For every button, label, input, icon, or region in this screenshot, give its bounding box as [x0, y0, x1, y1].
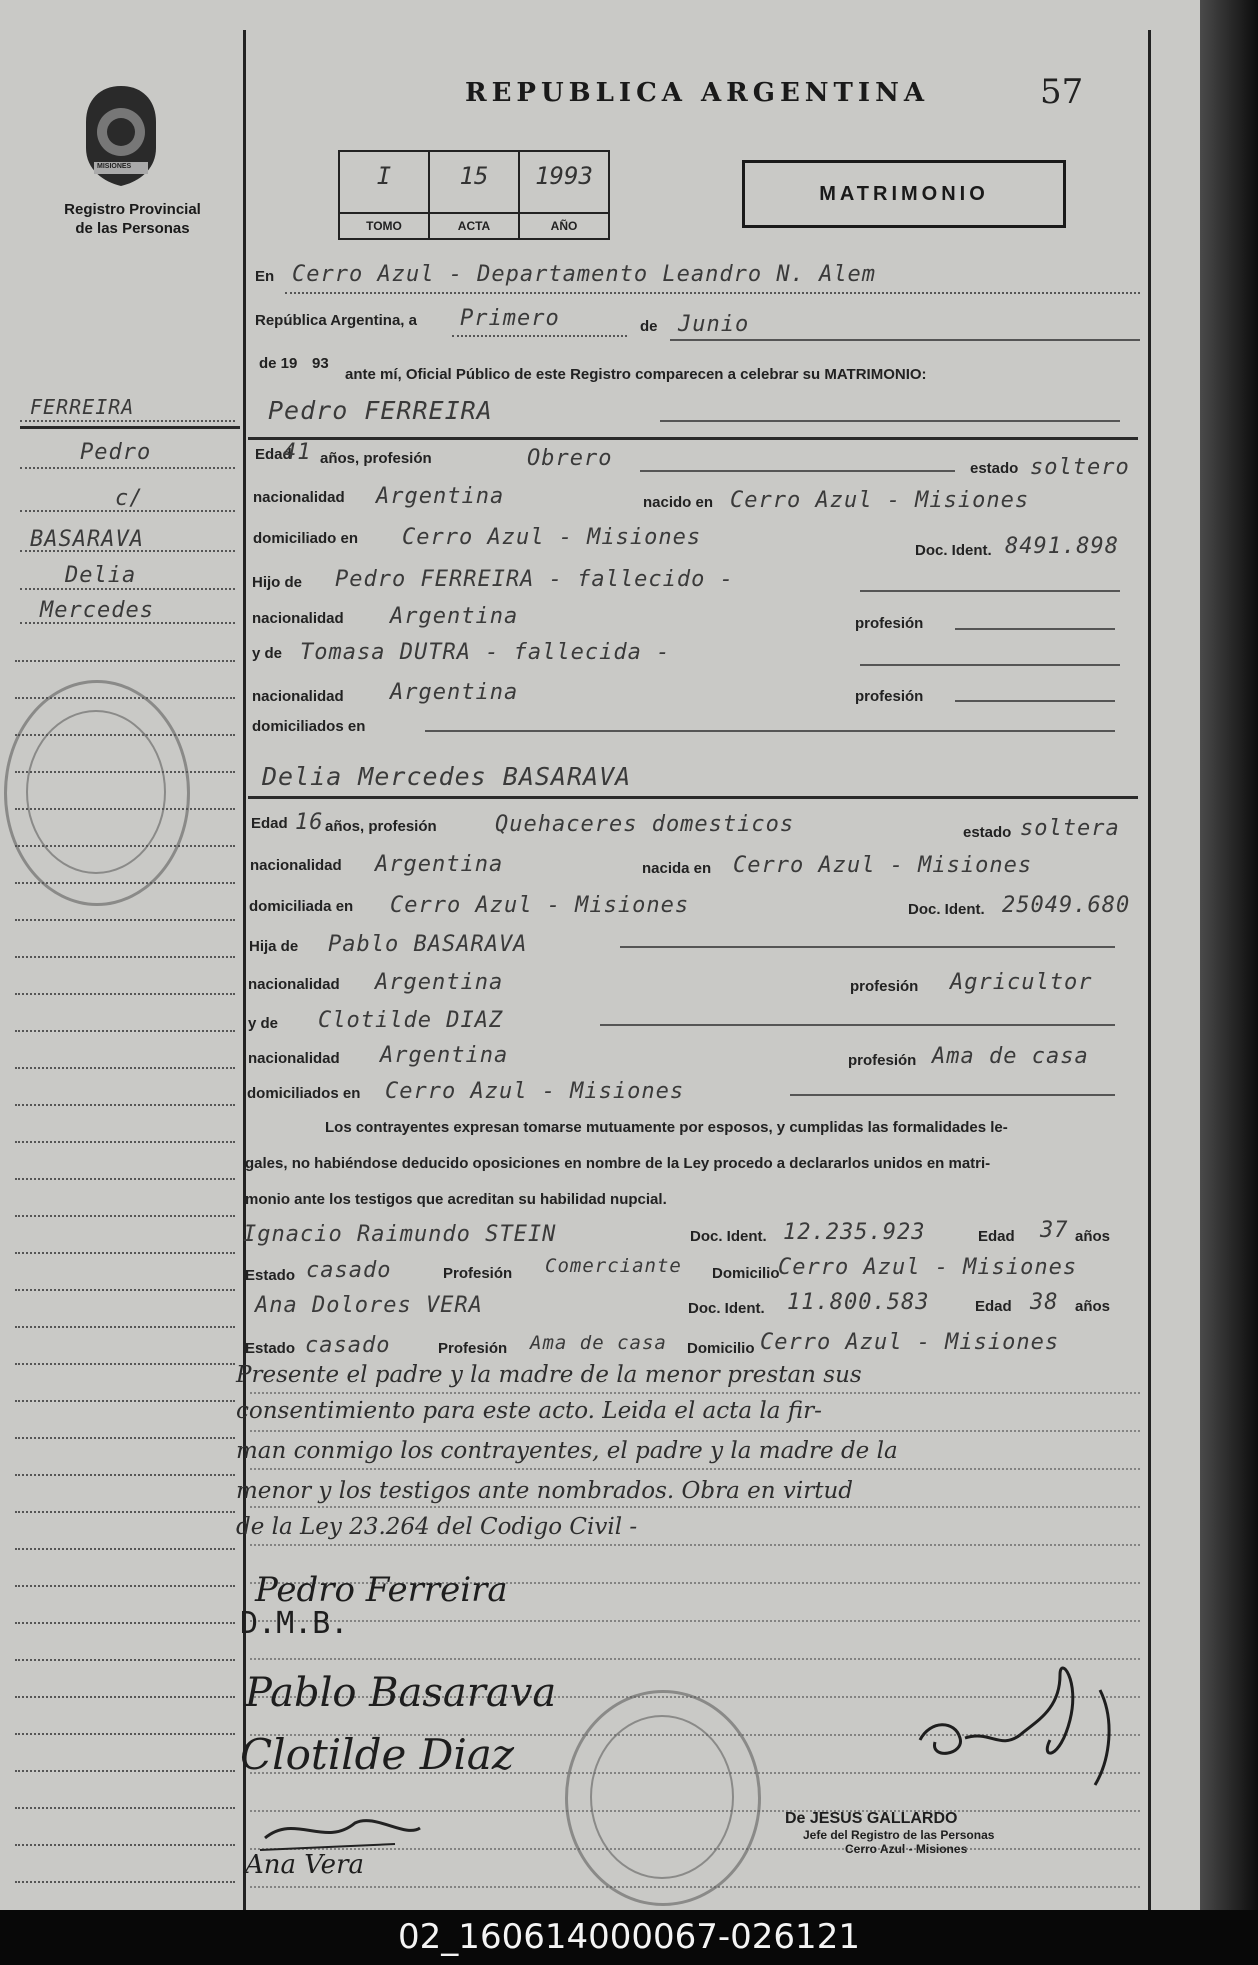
- act-type-box: MATRIMONIO: [742, 160, 1066, 228]
- note-line-1: Presente el padre y la madre de la menor prestan sus: [236, 1362, 862, 1388]
- right-column-rule: [1148, 30, 1151, 1910]
- de-label: de: [640, 318, 658, 335]
- bride-father-signature: Pablo Basarava: [245, 1670, 557, 1716]
- book-binding: [1200, 0, 1258, 1910]
- acta-cell: [430, 152, 520, 238]
- registry-line-2: de las Personas: [75, 220, 190, 237]
- groom-parents-address-line: [425, 730, 1115, 732]
- tomo-value: I: [376, 162, 392, 190]
- declaration-line-1: Los contrayentes expresan tomarse mutuamente por esposos, y cumplidas las formalidades le-: [325, 1119, 1008, 1136]
- witness-1-status: casado: [306, 1258, 392, 1283]
- hija-de-label: Hija de: [249, 938, 299, 955]
- groom-mother-line: [860, 664, 1120, 666]
- registry-line-1: Registro Provincial: [64, 201, 201, 218]
- witness-1-estado-label: Estado: [245, 1267, 296, 1284]
- groom-profession: Obrero: [527, 446, 613, 471]
- groom-nationality: Argentina: [376, 484, 505, 509]
- groom-birthplace: Cerro Azul - Misiones: [730, 488, 1030, 513]
- tomo-cell: [340, 152, 430, 238]
- body-ruled-line: [250, 1430, 1140, 1432]
- registry-name: [20, 200, 245, 238]
- place-value: Cerro Azul - Departamento Leandro N. Alem: [292, 262, 877, 287]
- day-line: [452, 335, 627, 337]
- witness-2-name: Ana Dolores VERA: [255, 1293, 483, 1318]
- margin-ruled-line: [15, 1622, 235, 1624]
- bride-edad-label: Edad: [251, 815, 288, 832]
- year-prefix: de 19: [259, 355, 298, 372]
- official-signature: [910, 1660, 1130, 1795]
- bride-doc-label: Doc. Ident.: [908, 901, 985, 918]
- margin-note-bride-middle: Mercedes: [40, 598, 154, 623]
- registry-stamp-inner: [26, 710, 166, 874]
- body-ruled-line: [250, 1506, 1140, 1508]
- margin-ruled-line: [15, 660, 235, 662]
- margin-line-4: [20, 550, 235, 552]
- groom-signature: Pedro Ferreira: [255, 1570, 508, 1610]
- bride-mother-prof-label: profesión: [848, 1052, 917, 1069]
- month-value: Junio: [678, 312, 750, 337]
- margin-ruled-line: [15, 919, 235, 921]
- groom-nacido-label: nacido en: [643, 494, 714, 511]
- margin-note-name: Pedro: [80, 440, 152, 465]
- margin-ruled-line: [15, 1548, 235, 1550]
- image-caption: 02_160614000067-026121: [0, 1910, 1258, 1965]
- margin-ruled-line: [15, 1696, 235, 1698]
- body-ruled-line: [250, 1468, 1140, 1470]
- intro-statement: ante mí, Oficial Público de este Registro comparecen a celebrar su MATRIMONIO:: [345, 366, 927, 383]
- margin-ruled-line: [15, 1437, 235, 1439]
- margin-line-2: [20, 467, 235, 469]
- en-label: En: [255, 268, 275, 285]
- margin-ruled-line: [15, 1215, 235, 1217]
- bride-father: Pablo BASARAVA: [328, 932, 528, 957]
- bride-mother-nationality: Argentina: [380, 1043, 509, 1068]
- groom-father-prof-label: profesión: [855, 615, 924, 632]
- witness-1-doc: 12.235.923: [783, 1220, 926, 1245]
- groom-doc-label: Doc. Ident.: [915, 542, 992, 559]
- groom-profession-line: [640, 470, 955, 472]
- tomo-label: TOMO: [340, 212, 428, 238]
- groom-parents-address-label: domiciliados en: [252, 718, 366, 735]
- margin-ruled-line: [15, 1844, 235, 1846]
- margin-line-6: [20, 622, 235, 624]
- page-title: REPUBLICA ARGENTINA: [465, 78, 930, 108]
- groom-name: Pedro FERREIRA: [268, 396, 493, 425]
- margin-line-3: [20, 510, 235, 512]
- margin-ruled-line: [15, 993, 235, 995]
- logo-caption: MISIONES: [97, 163, 132, 170]
- ano-label: AÑO: [520, 212, 608, 238]
- bride-anos-label: años, profesión: [325, 818, 437, 835]
- witness-scribble: [255, 1808, 425, 1863]
- groom-address: Cerro Azul - Misiones: [402, 525, 702, 550]
- bride-mother-line: [600, 1024, 1115, 1026]
- witness-2-status: casado: [305, 1333, 391, 1358]
- witness-1-name: Ignacio Raimundo STEIN: [243, 1222, 557, 1247]
- bride-divider: [248, 796, 1138, 799]
- bride-birthplace: Cerro Azul - Misiones: [733, 853, 1033, 878]
- bride-mother: Clotilde DIAZ: [318, 1008, 504, 1033]
- bride-parents-address-label: domiciliados en: [247, 1085, 361, 1102]
- groom-mother-nationality: Argentina: [390, 680, 519, 705]
- official-title: Jefe del Registro de las Personas: [803, 1828, 995, 1842]
- bride-parents-address-line: [790, 1094, 1115, 1096]
- groom-mother-nac-label: nacionalidad: [252, 688, 344, 705]
- margin-note-conj: c/: [115, 486, 144, 511]
- margin-ruled-line: [15, 1363, 235, 1365]
- groom-father: Pedro FERREIRA - fallecido -: [335, 567, 734, 592]
- bride-address: Cerro Azul - Misiones: [390, 893, 690, 918]
- witness-1-address: Cerro Azul - Misiones: [778, 1255, 1078, 1280]
- witness-2-doc: 11.800.583: [787, 1290, 930, 1315]
- witness-1-prof-label: Profesión: [443, 1265, 513, 1282]
- note-line-2: consentimiento para este acto. Leida el acta la fir-: [236, 1398, 822, 1424]
- bride-initials: D.M.B.: [240, 1606, 349, 1641]
- bride-nacionalidad-label: nacionalidad: [250, 857, 342, 874]
- bride-doc: 25049.680: [1002, 893, 1131, 918]
- witness-2-edad-label: Edad: [975, 1298, 1012, 1315]
- margin-ruled-line: [15, 1474, 235, 1476]
- margin-ruled-line: [15, 1807, 235, 1809]
- margin-ruled-line: [15, 1289, 235, 1291]
- bride-father-prof-label: profesión: [850, 978, 919, 995]
- margin-line-1: [20, 420, 235, 422]
- bride-profession: Quehaceres domesticos: [495, 812, 795, 837]
- hijo-de-label: Hijo de: [252, 574, 303, 591]
- bride-estado-label: estado: [963, 824, 1012, 841]
- margin-note-bride-name: Delia: [65, 563, 137, 588]
- groom-age: 41: [283, 440, 312, 465]
- bride-domiciliada-label: domiciliada en: [249, 898, 354, 915]
- groom-status: soltero: [1030, 455, 1130, 480]
- record-reference-box: [338, 150, 610, 240]
- groom-mother-prof-label: profesión: [855, 688, 924, 705]
- witness-2-address: Cerro Azul - Misiones: [760, 1330, 1060, 1355]
- margin-ruled-line: [15, 1178, 235, 1180]
- declaration-text: [245, 1110, 1115, 1218]
- witness-2-estado-label: Estado: [245, 1340, 296, 1357]
- margin-line-5: [20, 588, 235, 590]
- bride-parents-address: Cerro Azul - Misiones: [385, 1079, 685, 1104]
- body-ruled-line: [250, 1620, 1140, 1622]
- declaration-line-2: gales, no habiéndose deducido oposiciones en nombre de la Ley procedo a declararlos unidos en matri-: [245, 1155, 991, 1172]
- bride-mother-profession: Ama de casa: [932, 1044, 1089, 1069]
- ano-value: 1993: [535, 162, 593, 190]
- groom-edad-label: Edad: [255, 446, 292, 463]
- y-de-label: y de: [252, 645, 283, 662]
- republica-label: República Argentina, a: [255, 312, 417, 329]
- groom-mother-prof-line: [955, 700, 1115, 702]
- groom-father-nac-label: nacionalidad: [252, 610, 344, 627]
- bride-father-nac-label: nacionalidad: [248, 976, 340, 993]
- margin-ruled-line: [15, 1141, 235, 1143]
- declaration-line-3: monio ante los testigos que acreditan su habilidad nupcial.: [245, 1191, 667, 1208]
- page-number: 57: [1040, 72, 1084, 112]
- groom-estado-label: estado: [970, 460, 1019, 477]
- margin-ruled-line: [15, 1733, 235, 1735]
- groom-father-line: [860, 590, 1120, 592]
- margin-ruled-line: [15, 1104, 235, 1106]
- groom-divider: [248, 437, 1138, 440]
- body-ruled-line: [250, 1544, 1140, 1546]
- bride-mother-signature: Clotilde Diaz: [240, 1730, 514, 1779]
- bride-father-line: [620, 946, 1115, 948]
- witness-1-age: 37: [1040, 1218, 1069, 1243]
- groom-father-nationality: Argentina: [390, 604, 519, 629]
- bride-name: Delia Mercedes BASARAVA: [262, 762, 632, 791]
- witness-signature: Ana Vera: [245, 1850, 364, 1880]
- registry-logo: [80, 82, 162, 188]
- witness-1-edad-label: Edad: [978, 1228, 1015, 1245]
- groom-nacionalidad-label: nacionalidad: [253, 489, 345, 506]
- bride-mother-nac-label: nacionalidad: [248, 1050, 340, 1067]
- month-line: [670, 339, 1140, 341]
- margin-divider: [20, 426, 240, 429]
- groom-father-prof-line: [955, 628, 1115, 630]
- groom-domiciliado-label: domiciliado en: [253, 530, 359, 547]
- witness-2-anos-label: años: [1075, 1298, 1111, 1315]
- witness-2-profession: Ama de casa: [530, 1332, 667, 1354]
- bride-father-profession: Agricultor: [950, 970, 1093, 995]
- note-line-5: de la Ley 23.264 del Codigo Civil -: [236, 1514, 638, 1540]
- bride-age: 16: [295, 810, 324, 835]
- official-stamp-inner: [590, 1715, 734, 1879]
- groom-mother: Tomasa DUTRA - fallecida -: [300, 640, 671, 665]
- margin-ruled-line: [15, 1030, 235, 1032]
- witness-1-dom-label: Domicilio: [712, 1265, 780, 1282]
- bride-nacida-label: nacida en: [642, 860, 712, 877]
- bride-nationality: Argentina: [375, 852, 504, 877]
- margin-ruled-line: [15, 1326, 235, 1328]
- ano-cell: [520, 152, 608, 238]
- groom-anos-label: años, profesión: [320, 450, 432, 467]
- margin-ruled-line: [15, 1511, 235, 1513]
- margin-note-bride-surname: BASARAVA: [30, 527, 144, 552]
- note-line-3: man conmigo los contrayentes, el padre y la madre de la: [236, 1438, 898, 1464]
- margin-note-surname: FERREIRA: [30, 395, 135, 419]
- year-suffix: 93: [312, 355, 329, 372]
- witness-1-profession: Comerciante: [545, 1255, 682, 1277]
- groom-name-line: [660, 420, 1120, 422]
- groom-doc: 8491.898: [1005, 534, 1119, 559]
- bride-father-nationality: Argentina: [375, 970, 504, 995]
- place-line: [285, 292, 1140, 294]
- official-seal-text: [785, 1810, 994, 1856]
- day-value: Primero: [460, 306, 560, 331]
- bride-y-de-label: y de: [248, 1015, 279, 1032]
- acta-value: 15: [459, 162, 489, 190]
- witness-2-doc-label: Doc. Ident.: [688, 1300, 765, 1317]
- witness-2-dom-label: Domicilio: [687, 1340, 755, 1357]
- witness-2-prof-label: Profesión: [438, 1340, 508, 1357]
- margin-ruled-line: [15, 1881, 235, 1883]
- official-place: Cerro Azul - Misiones: [845, 1842, 968, 1856]
- official-name: De JESUS GALLARDO: [785, 1810, 958, 1827]
- margin-ruled-line: [15, 1067, 235, 1069]
- margin-ruled-line: [15, 1770, 235, 1772]
- bride-status: soltera: [1020, 816, 1120, 841]
- witness-1-anos-label: años: [1075, 1228, 1111, 1245]
- margin-ruled-line: [15, 1585, 235, 1587]
- note-line-4: menor y los testigos ante nombrados. Obra en virtud: [236, 1478, 853, 1504]
- witness-2-age: 38: [1030, 1290, 1059, 1315]
- margin-ruled-line: [15, 956, 235, 958]
- margin-ruled-line: [15, 1400, 235, 1402]
- body-ruled-line: [250, 1392, 1140, 1394]
- acta-label: ACTA: [430, 212, 518, 238]
- margin-ruled-line: [15, 1252, 235, 1254]
- witness-1-doc-label: Doc. Ident.: [690, 1228, 767, 1245]
- margin-ruled-line: [15, 1659, 235, 1661]
